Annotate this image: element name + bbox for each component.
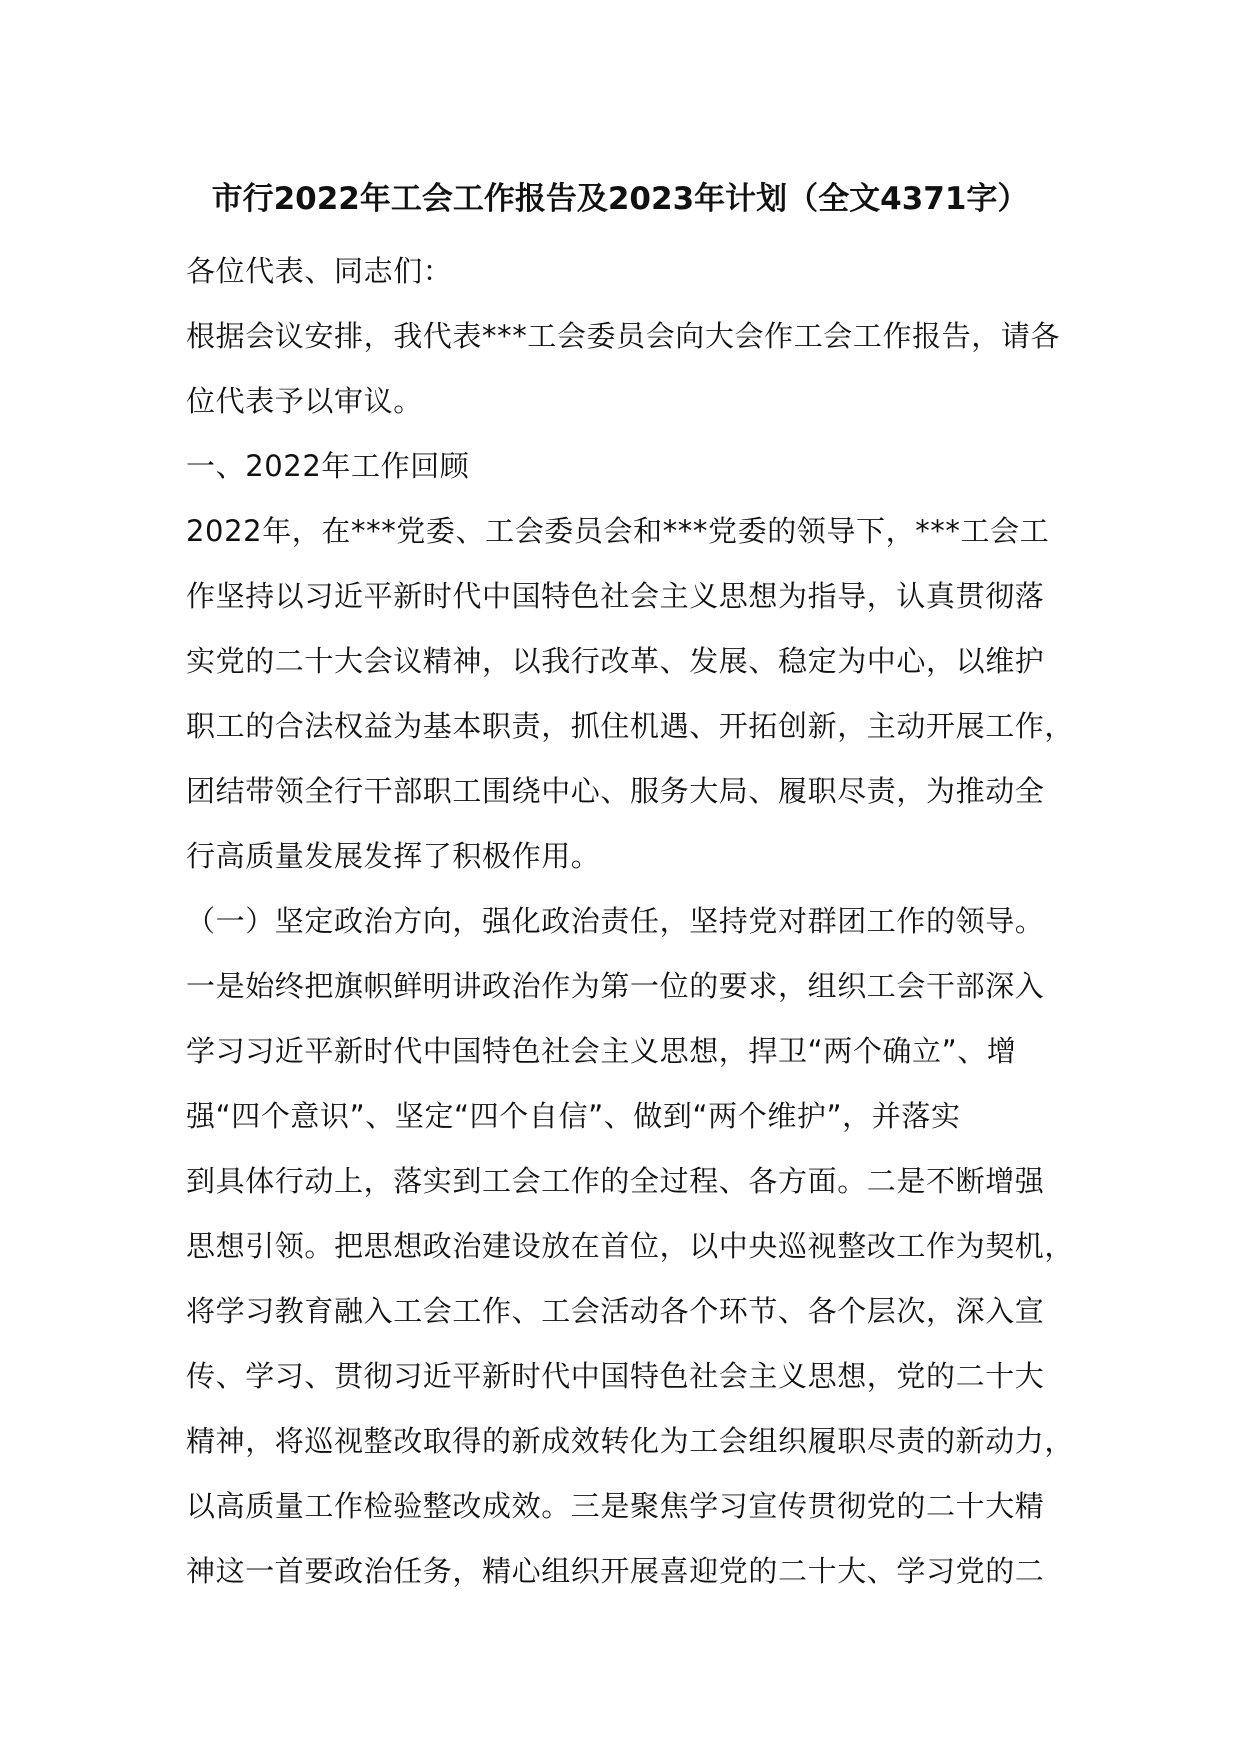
body-line: 以高质量工作检验整改成效。三是聚焦学习宣传贯彻党的二十大精 xyxy=(186,1489,1045,1523)
body-line: 到具体行动上，落实到工会工作的全过程、各方面。二是不断增强 xyxy=(186,1164,1045,1198)
body-line: 强“四个意识”、坚定“四个自信”、做到“两个维护”，并落实 xyxy=(186,1099,961,1133)
body-line: 神这一首要政治任务，精心组织开展喜迎党的二十大、学习党的二 xyxy=(186,1554,1045,1588)
body-line: 思想引领。把思想政治建设放在首位，以中央巡视整改工作为契机， xyxy=(186,1229,1075,1263)
body-line: 2022年，在***党委、工会委员会和***党委的领导下，***工会工 xyxy=(186,514,1050,548)
body-line: 一是始终把旗帜鲜明讲政治作为第一位的要求，组织工会干部深入 xyxy=(186,969,1045,1003)
section-heading: 一、2022年工作回顾 xyxy=(186,449,470,483)
document-body xyxy=(186,239,1086,1604)
body-line: 位代表予以审议。 xyxy=(186,384,423,418)
body-line: 团结带领全行干部职工围绕中心、服务大局、履职尽责，为推动全 xyxy=(186,774,1045,808)
body-line: 精神，将巡视整改取得的新成效转化为工会组织履职尽责的新动力， xyxy=(186,1424,1075,1458)
body-line: 作坚持以习近平新时代中国特色社会主义思想为指导，认真贯彻落 xyxy=(186,579,1045,613)
body-line: 各位代表、同志们： xyxy=(186,254,453,288)
body-line: 学习习近平新时代中国特色社会主义思想，捍卫“两个确立”、增 xyxy=(186,1034,1017,1068)
body-line: 实党的二十大会议精神，以我行改革、发展、稳定为中心，以维护 xyxy=(186,644,1045,678)
body-line: 职工的合法权益为基本职责，抓住机遇、开拓创新，主动开展工作， xyxy=(186,709,1075,743)
subsection-heading: （一）坚定政治方向，强化政治责任，坚持党对群团工作的领导。 xyxy=(186,904,1045,938)
body-line: 将学习教育融入工会工作、工会活动各个环节、各个层次，深入宣 xyxy=(186,1294,1045,1328)
body-line: 行高质量发展发挥了积极作用。 xyxy=(186,839,601,873)
body-line: 传、学习、贯彻习近平新时代中国特色社会主义思想，党的二十大 xyxy=(186,1359,1045,1393)
body-line: 根据会议安排，我代表***工会委员会向大会作工会工作报告，请各 xyxy=(186,319,1061,353)
document-title: 市行2022年工会工作报告及2023年计划（全文4371字） xyxy=(211,181,1029,217)
